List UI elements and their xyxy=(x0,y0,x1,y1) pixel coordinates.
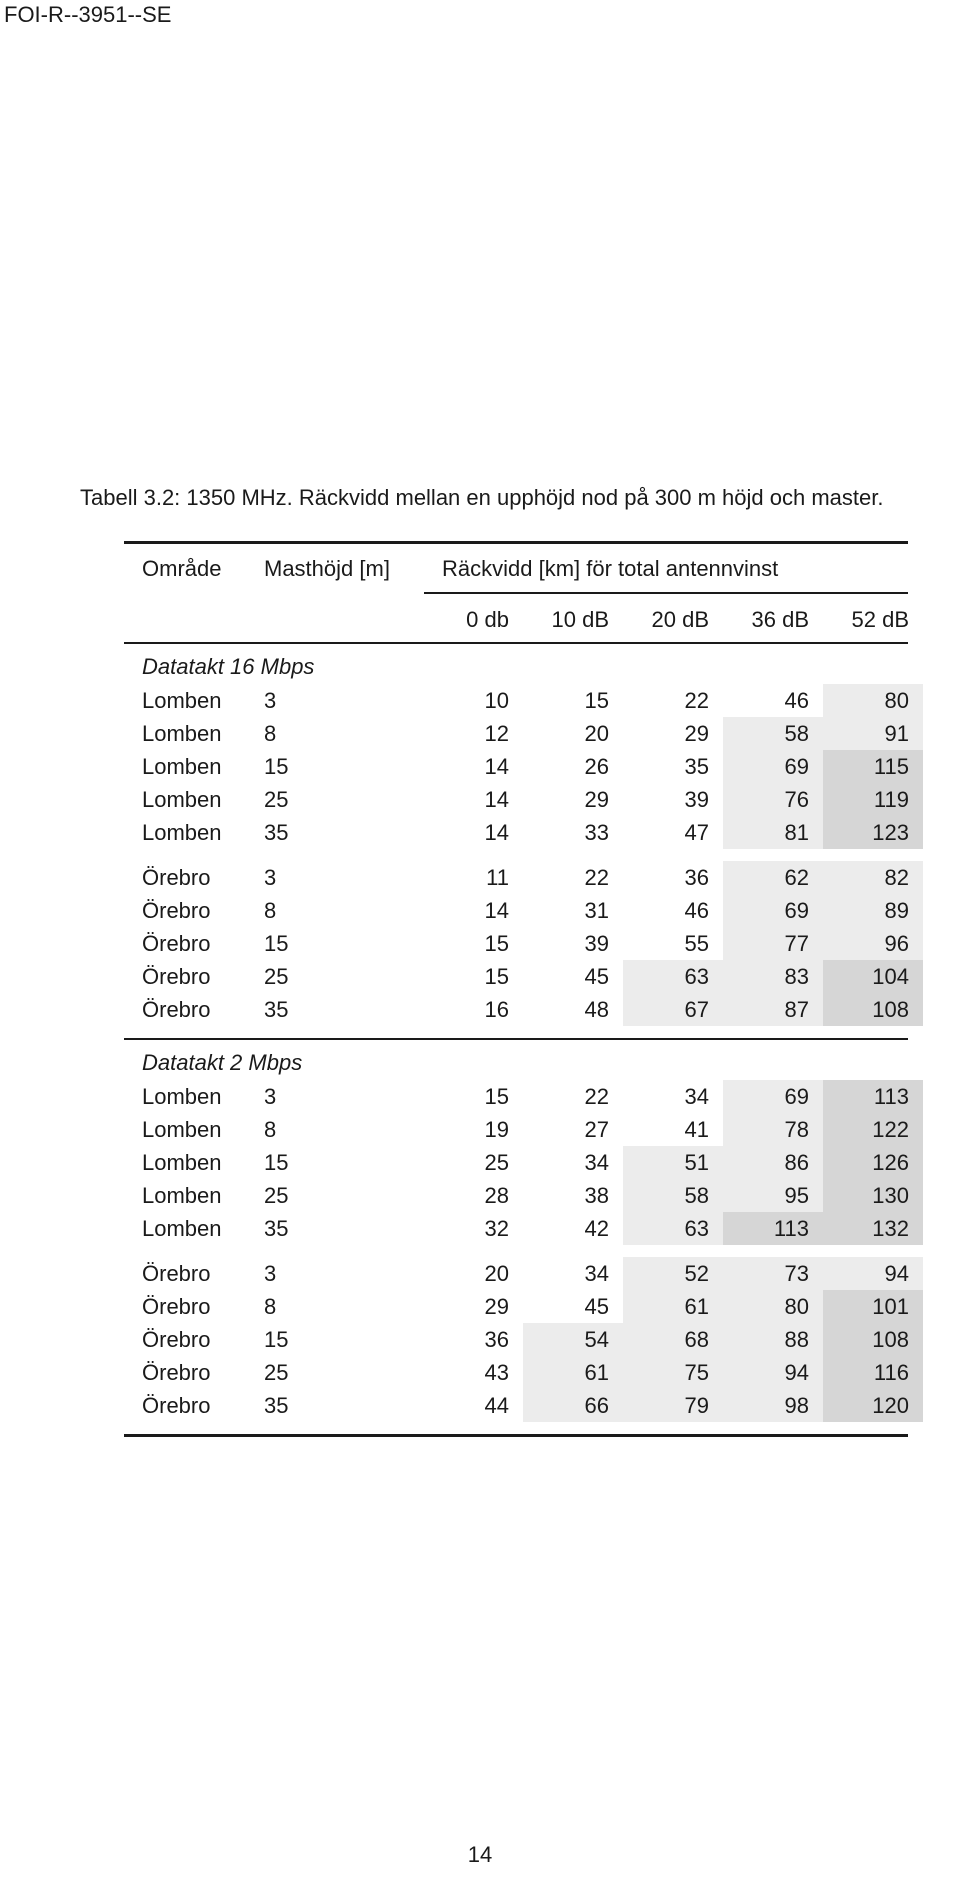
table-row xyxy=(124,1179,908,1212)
table-row xyxy=(124,1212,908,1245)
range-cell: 126 xyxy=(823,1146,923,1179)
range-cell: 123 xyxy=(823,816,923,849)
area-cell: Örebro xyxy=(142,1360,211,1385)
range-cell: 81 xyxy=(723,816,823,849)
table-row xyxy=(124,1257,908,1290)
mast-height-cell: 35 xyxy=(264,997,289,1022)
range-cell: 25 xyxy=(484,1150,509,1175)
range-cell: 61 xyxy=(623,1290,723,1323)
range-cell: 41 xyxy=(684,1117,709,1142)
group-spacer xyxy=(124,1245,908,1257)
table-row xyxy=(124,717,908,750)
range-cell: 73 xyxy=(723,1257,823,1290)
range-cell: 58 xyxy=(723,717,823,750)
range-cell: 45 xyxy=(584,1294,609,1319)
range-cell: 82 xyxy=(823,861,923,894)
range-cell: 29 xyxy=(684,721,709,746)
range-cell: 88 xyxy=(723,1323,823,1356)
range-cell: 19 xyxy=(484,1117,509,1142)
area-cell: Lomben xyxy=(142,1183,222,1208)
group-spacer xyxy=(124,1422,908,1434)
table-row xyxy=(124,1146,908,1179)
range-table xyxy=(124,541,908,1437)
mast-height-cell: 35 xyxy=(264,820,289,845)
range-cell: 34 xyxy=(684,1084,709,1109)
table-row xyxy=(124,960,908,993)
area-cell: Lomben xyxy=(142,721,222,746)
column-header-range: Räckvidd [km] för total antennvinst xyxy=(442,556,779,581)
area-cell: Lomben xyxy=(142,1084,222,1109)
range-cell: 80 xyxy=(823,684,923,717)
range-cell: 122 xyxy=(823,1113,923,1146)
range-cell: 20 xyxy=(584,721,609,746)
range-cell: 33 xyxy=(584,820,609,845)
section-title xyxy=(124,644,908,684)
table-row xyxy=(124,927,908,960)
column-header-gain-36: 36 dB xyxy=(751,607,809,632)
row-group xyxy=(124,1257,908,1422)
range-cell: 62 xyxy=(723,861,823,894)
range-cell: 130 xyxy=(823,1179,923,1212)
table-row xyxy=(124,816,908,849)
mast-height-cell: 3 xyxy=(264,1084,277,1109)
mast-height-cell: 15 xyxy=(264,754,289,779)
range-cell: 113 xyxy=(723,1212,823,1245)
table-bottom-rule xyxy=(124,1434,908,1437)
mast-height-cell: 3 xyxy=(264,688,277,713)
mast-height-cell: 15 xyxy=(264,1327,289,1352)
range-cell: 68 xyxy=(623,1323,723,1356)
range-cell: 87 xyxy=(723,993,823,1026)
area-cell: Lomben xyxy=(142,754,222,779)
table-row xyxy=(124,861,908,894)
range-cell: 22 xyxy=(684,688,709,713)
area-cell: Lomben xyxy=(142,820,222,845)
range-cell: 76 xyxy=(723,783,823,816)
range-cell: 15 xyxy=(484,931,509,956)
range-cell: 115 xyxy=(823,750,923,783)
row-group xyxy=(124,1080,908,1245)
area-cell: Lomben xyxy=(142,688,222,713)
range-cell: 132 xyxy=(823,1212,923,1245)
range-cell: 14 xyxy=(484,898,509,923)
area-cell: Örebro xyxy=(142,1294,211,1319)
range-cell: 116 xyxy=(823,1356,923,1389)
range-cell: 119 xyxy=(823,783,923,816)
range-cell: 108 xyxy=(823,993,923,1026)
range-cell: 69 xyxy=(723,894,823,927)
group-spacer xyxy=(124,849,908,861)
gain-header-row xyxy=(124,602,908,642)
column-header-gain-20: 20 dB xyxy=(651,607,709,632)
range-cell: 14 xyxy=(484,787,509,812)
area-cell: Lomben xyxy=(142,1216,222,1241)
section-title xyxy=(124,1040,908,1080)
range-cell: 14 xyxy=(484,754,509,779)
range-cell: 95 xyxy=(723,1179,823,1212)
mast-height-cell: 8 xyxy=(264,898,277,923)
table-row xyxy=(124,894,908,927)
range-cell: 63 xyxy=(623,1212,723,1245)
table-row xyxy=(124,1323,908,1356)
area-cell: Örebro xyxy=(142,1393,211,1418)
range-cell: 75 xyxy=(623,1356,723,1389)
page-number: 14 xyxy=(467,1842,493,1867)
range-cell: 94 xyxy=(723,1356,823,1389)
mast-height-cell: 8 xyxy=(264,1294,277,1319)
table-row xyxy=(124,1113,908,1146)
mast-height-cell: 25 xyxy=(264,964,289,989)
range-cell: 11 xyxy=(486,865,509,890)
range-cell: 10 xyxy=(484,688,509,713)
range-cell: 28 xyxy=(484,1183,509,1208)
column-header-gain-52: 52 dB xyxy=(851,607,909,632)
range-cell: 66 xyxy=(523,1389,623,1422)
table-header-row xyxy=(124,544,908,602)
mast-height-cell: 8 xyxy=(264,721,277,746)
range-cell: 86 xyxy=(723,1146,823,1179)
range-cell: 79 xyxy=(623,1389,723,1422)
range-cell: 69 xyxy=(723,750,823,783)
area-cell: Örebro xyxy=(142,997,211,1022)
range-cell: 31 xyxy=(584,898,609,923)
range-cell: 32 xyxy=(484,1216,509,1241)
range-cell: 42 xyxy=(584,1216,609,1241)
column-header-gain-10: 10 dB xyxy=(551,607,609,632)
document-id-header: FOI-R--3951--SE xyxy=(4,2,172,27)
mast-height-cell: 3 xyxy=(264,1261,277,1286)
range-cell: 27 xyxy=(584,1117,609,1142)
range-cell: 48 xyxy=(584,997,609,1022)
range-cell: 104 xyxy=(823,960,923,993)
range-cell: 98 xyxy=(723,1389,823,1422)
area-cell: Örebro xyxy=(142,898,211,923)
table-row xyxy=(124,1080,908,1113)
range-cell: 46 xyxy=(784,688,809,713)
range-cell: 108 xyxy=(823,1323,923,1356)
range-cell: 80 xyxy=(723,1290,823,1323)
range-cell: 96 xyxy=(823,927,923,960)
table-row xyxy=(124,993,908,1026)
range-cell: 36 xyxy=(684,865,709,890)
range-cell: 101 xyxy=(823,1290,923,1323)
range-cell: 20 xyxy=(484,1261,509,1286)
range-cell: 29 xyxy=(484,1294,509,1319)
table-row xyxy=(124,750,908,783)
range-cell: 22 xyxy=(584,1084,609,1109)
section-title-text: Datatakt 16 Mbps xyxy=(142,654,315,679)
range-cell: 22 xyxy=(584,865,609,890)
range-cell: 36 xyxy=(484,1327,509,1352)
range-cell: 26 xyxy=(584,754,609,779)
range-cell: 91 xyxy=(823,717,923,750)
area-cell: Lomben xyxy=(142,1117,222,1142)
range-cell: 52 xyxy=(623,1257,723,1290)
table-row xyxy=(124,783,908,816)
range-header-subrule xyxy=(424,592,908,594)
range-cell: 15 xyxy=(484,1084,509,1109)
range-cell: 55 xyxy=(684,931,709,956)
table-row xyxy=(124,1389,908,1422)
range-cell: 45 xyxy=(584,964,609,989)
mast-height-cell: 35 xyxy=(264,1393,289,1418)
range-cell: 15 xyxy=(584,688,609,713)
table-row xyxy=(124,1356,908,1389)
mast-height-cell: 3 xyxy=(264,865,277,890)
range-cell: 34 xyxy=(584,1150,609,1175)
area-cell: Örebro xyxy=(142,1261,211,1286)
area-cell: Örebro xyxy=(142,865,211,890)
range-cell: 12 xyxy=(484,721,509,746)
range-cell: 14 xyxy=(484,820,509,845)
range-cell: 51 xyxy=(623,1146,723,1179)
mast-height-cell: 15 xyxy=(264,931,289,956)
mast-height-cell: 25 xyxy=(264,1183,289,1208)
range-cell: 39 xyxy=(584,931,609,956)
table-caption: Tabell 3.2: 1350 MHz. Räckvidd mellan en upphöjd nod på 300 m höjd och master. xyxy=(80,485,884,510)
range-cell: 113 xyxy=(823,1080,923,1113)
column-header-area: Område xyxy=(142,556,222,581)
area-cell: Lomben xyxy=(142,1150,222,1175)
mast-height-cell: 35 xyxy=(264,1216,289,1241)
range-cell: 58 xyxy=(623,1179,723,1212)
range-cell: 83 xyxy=(723,960,823,993)
range-cell: 61 xyxy=(523,1356,623,1389)
group-spacer xyxy=(124,1026,908,1038)
mast-height-cell: 25 xyxy=(264,787,289,812)
range-cell: 69 xyxy=(723,1080,823,1113)
range-cell: 63 xyxy=(623,960,723,993)
range-cell: 77 xyxy=(723,927,823,960)
range-cell: 47 xyxy=(684,820,709,845)
range-cell: 35 xyxy=(684,754,709,779)
range-cell: 29 xyxy=(584,787,609,812)
table-row xyxy=(124,684,908,717)
area-cell: Örebro xyxy=(142,964,211,989)
range-cell: 120 xyxy=(823,1389,923,1422)
section-title-text: Datatakt 2 Mbps xyxy=(142,1050,303,1075)
range-cell: 46 xyxy=(684,898,709,923)
range-cell: 38 xyxy=(584,1183,609,1208)
range-cell: 34 xyxy=(584,1261,609,1286)
range-cell: 16 xyxy=(484,997,509,1022)
area-cell: Örebro xyxy=(142,931,211,956)
area-cell: Örebro xyxy=(142,1327,211,1352)
mast-height-cell: 15 xyxy=(264,1150,289,1175)
range-cell: 15 xyxy=(484,964,509,989)
mast-height-cell: 25 xyxy=(264,1360,289,1385)
column-header-mast-height: Masthöjd [m] xyxy=(264,556,390,581)
column-header-gain-0: 0 db xyxy=(466,607,509,632)
mast-height-cell: 8 xyxy=(264,1117,277,1142)
range-cell: 44 xyxy=(484,1393,509,1418)
row-group xyxy=(124,861,908,1026)
range-cell: 43 xyxy=(484,1360,509,1385)
area-cell: Lomben xyxy=(142,787,222,812)
range-cell: 54 xyxy=(523,1323,623,1356)
row-group xyxy=(124,684,908,849)
range-cell: 89 xyxy=(823,894,923,927)
range-cell: 67 xyxy=(623,993,723,1026)
range-cell: 78 xyxy=(723,1113,823,1146)
table-row xyxy=(124,1290,908,1323)
range-cell: 39 xyxy=(684,787,709,812)
range-cell: 94 xyxy=(823,1257,923,1290)
